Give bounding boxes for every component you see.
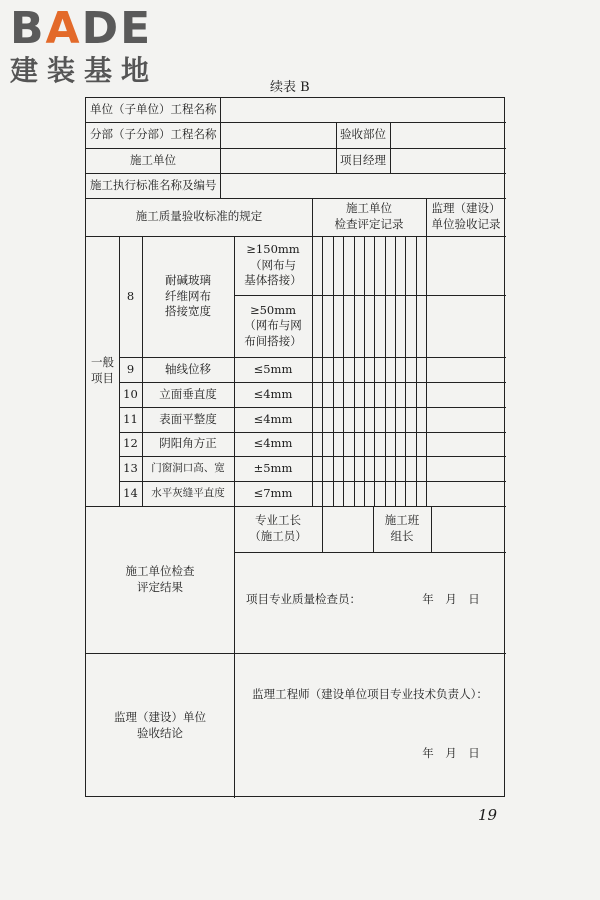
item-tolerance: ≥50mm （网布与网 布间搭接） bbox=[244, 302, 302, 348]
item-tolerance: ≤7mm bbox=[253, 485, 293, 500]
construction-unit-label: 施工单位 bbox=[130, 152, 176, 167]
item-tolerance: ≤4mm bbox=[253, 436, 293, 451]
logo-subtitle: 建装基地 bbox=[10, 54, 159, 87]
item-name: 表面平整度 bbox=[159, 411, 217, 426]
engineer-label: 监理工程师（建设单位项目专业技术负责人）： bbox=[252, 687, 488, 702]
supervisor-date: 年 月 日 bbox=[422, 746, 480, 761]
rule bbox=[395, 236, 396, 506]
contractor-date: 年 月 日 bbox=[422, 592, 480, 607]
rule bbox=[322, 236, 323, 506]
supervisor-result-label: 监理（建设）单位 验收结论 bbox=[114, 709, 206, 740]
rule bbox=[385, 236, 386, 506]
item-name: 轴线位移 bbox=[165, 361, 211, 376]
standard-column-header: 施工质量验收标准的规定 bbox=[135, 209, 263, 224]
rule bbox=[416, 236, 417, 506]
item-number: 12 bbox=[123, 436, 138, 451]
inspector-label: 项目专业质量检查员： bbox=[246, 592, 361, 607]
item-number: 9 bbox=[126, 361, 135, 376]
item-tolerance: ≤4mm bbox=[253, 411, 293, 426]
category-label: 一般 项目 bbox=[91, 355, 114, 385]
rule bbox=[405, 236, 406, 506]
item-number: 14 bbox=[123, 485, 138, 500]
item-number: 13 bbox=[123, 460, 138, 475]
inspection-form bbox=[85, 97, 505, 797]
logo-accent-a: A bbox=[45, 3, 82, 54]
rule bbox=[426, 198, 427, 506]
item-tolerance: ≤5mm bbox=[253, 361, 293, 376]
item-name: 水平灰缝平直度 bbox=[151, 487, 225, 500]
item-tolerance: ≥150mm （网布与 基体搭接） bbox=[244, 242, 302, 288]
item-name: 立面垂直度 bbox=[159, 386, 217, 401]
logo bbox=[10, 3, 159, 88]
rule bbox=[374, 236, 375, 506]
rule bbox=[220, 148, 221, 173]
item-name: 阴阳角方正 bbox=[159, 436, 217, 451]
rule bbox=[220, 98, 221, 148]
team-leader-label: 施工班 组长 bbox=[384, 513, 420, 543]
rule bbox=[220, 173, 221, 198]
rule bbox=[343, 236, 344, 506]
rule bbox=[333, 236, 334, 506]
rule bbox=[312, 198, 313, 506]
supervisor-check-header: 监理（建设） 单位验收记录 bbox=[431, 201, 501, 231]
item-name: 门窗洞口高、宽 bbox=[151, 462, 225, 475]
rule bbox=[364, 236, 365, 506]
acceptance-part-label: 验收部位 bbox=[340, 127, 386, 142]
item-number: 10 bbox=[123, 386, 138, 401]
item-name: 耐碱玻璃 纤维网布 搭接宽度 bbox=[165, 273, 211, 319]
rule bbox=[234, 552, 506, 553]
standard-name-label: 施工执行标准名称及编号 bbox=[90, 177, 217, 192]
project-manager-label: 项目经理 bbox=[340, 152, 386, 167]
project-name-label: 单位（子单位）工程名称 bbox=[90, 102, 217, 117]
sub-project-name-label: 分部（子分部）工程名称 bbox=[90, 127, 217, 142]
foreman-label: 专业工长 （施工员） bbox=[249, 513, 307, 543]
rule bbox=[390, 122, 391, 173]
rule bbox=[354, 236, 355, 506]
contractor-result-label: 施工单位检查 评定结果 bbox=[125, 563, 195, 594]
item-tolerance: ≤4mm bbox=[253, 386, 293, 401]
logo-wordmark: BADE bbox=[10, 3, 153, 54]
item-number: 11 bbox=[123, 411, 138, 426]
contractor-check-header: 施工单位 检查评定记录 bbox=[334, 201, 404, 231]
table-caption: 续表 B bbox=[270, 80, 310, 95]
page-number: 19 bbox=[478, 806, 498, 824]
item-tolerance: ±5mm bbox=[253, 460, 293, 475]
item-number: 8 bbox=[126, 288, 135, 303]
rule bbox=[431, 506, 432, 552]
rule bbox=[322, 506, 323, 552]
